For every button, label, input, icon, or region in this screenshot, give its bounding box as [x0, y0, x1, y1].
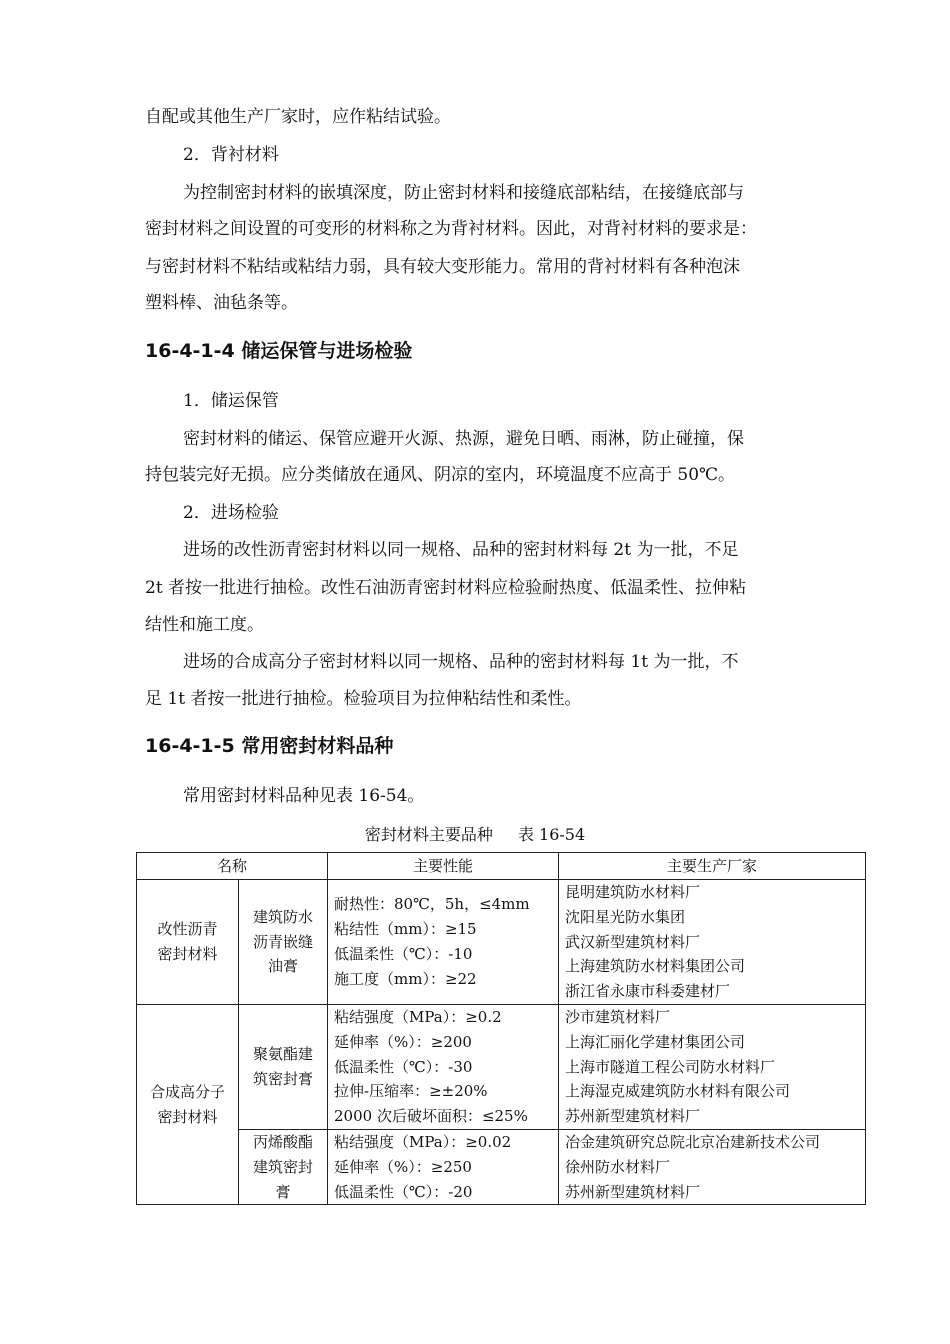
paragraph-line: 足 1t 者按一批进行抽检。检验项目为拉伸粘结性和柔性。 — [145, 689, 582, 709]
paragraph-line: 密封材料的储运、保管应避开火源、热源，避免日晒、雨淋，防止碰撞，保 — [183, 429, 744, 449]
properties-cell: 粘结强度（MPa）：≥0.02 延伸率（%）：≥250 低温柔性（℃）：-20 — [328, 1129, 559, 1204]
paragraph-line: 为控制密封材料的嵌填深度，防止密封材料和接缝底部粘结，在接缝底部与 — [183, 183, 744, 203]
table-row — [137, 1129, 866, 1204]
paragraph-line: 密封材料之间设置的可变形的材料称之为背衬材料。因此，对背衬材料的要求是： — [145, 219, 757, 239]
list-item-backing-material: 2．背衬材料 — [183, 145, 279, 165]
paragraph-line: 常用密封材料品种见表 16-54。 — [183, 786, 425, 806]
paragraph-line: 结性和施工度。 — [145, 615, 264, 635]
header-name: 名称 — [137, 853, 328, 880]
list-item-storage: 1．储运保管 — [183, 391, 279, 411]
sealant-table — [136, 852, 866, 1205]
list-item-inspection: 2．进场检验 — [183, 503, 279, 523]
header-properties: 主要性能 — [328, 853, 559, 880]
table-title: 密封材料主要品种 — [364, 825, 493, 844]
category-cell: 改性沥青 密封材料 — [137, 880, 239, 1005]
properties-cell: 粘结强度（MPa）：≥0.2 延伸率（%）：≥200 低温柔性（℃）：-30 拉伸-压缩率：≥±20% 2000 次后破坏面积：≤25% — [328, 1004, 559, 1129]
manufacturers-cell: 沙市建筑材料厂 上海汇丽化学建材集团公司 上海市隧道工程公司防水材料厂 上海湿克威建筑防水材料有限公司 苏州新型建筑材料厂 — [559, 1004, 866, 1129]
manufacturers-cell: 昆明建筑防水材料厂 沈阳星光防水集团 武汉新型建筑材料厂 上海建筑防水材料集团公司 浙江省永康市科委建材厂 — [559, 880, 866, 1005]
product-name-cell: 聚氨酯建 筑密封膏 — [239, 1004, 328, 1129]
paragraph-line: 进场的合成高分子密封材料以同一规格、品种的密封材料每 1t 为一批，不 — [183, 652, 739, 672]
manufacturers-cell: 冶金建筑研究总院北京冶建新技术公司 徐州防水材料厂 苏州新型建筑材料厂 — [559, 1129, 866, 1204]
table-number: 表 16-54 — [517, 825, 586, 844]
section-heading-16-4-1-5: 16-4-1-5 常用密封材料品种 — [145, 735, 394, 757]
header-manufacturers: 主要生产厂家 — [559, 853, 866, 880]
section-heading-16-4-1-4: 16-4-1-4 储运保管与进场检验 — [145, 340, 413, 362]
table-row — [137, 1004, 866, 1129]
category-cell: 合成高分子 密封材料 — [137, 1004, 239, 1204]
paragraph-line: 进场的改性沥青密封材料以同一规格、品种的密封材料每 2t 为一批，不足 — [183, 540, 739, 560]
paragraph-line: 塑料棒、油毡条等。 — [145, 293, 298, 313]
properties-cell: 耐热性：80℃，5h，≤4mm 粘结性（mm）：≥15 低温柔性（℃）：-10 施工度（mm）：≥22 — [328, 880, 559, 1005]
paragraph-line: 与密封材料不粘结或粘结力弱，具有较大变形能力。常用的背衬材料有各种泡沫 — [145, 257, 740, 277]
paragraph-line: 2t 者按一批进行抽检。改性石油沥青密封材料应检验耐热度、低温柔性、拉伸粘 — [145, 578, 747, 598]
product-name-cell: 建筑防水 沥青嵌缝 油膏 — [239, 880, 328, 1005]
paragraph-line: 自配或其他生产厂家时，应作粘结试验。 — [145, 107, 451, 127]
product-name-cell: 丙烯酸酯 建筑密封 膏 — [239, 1129, 328, 1204]
paragraph-line: 持包装完好无损。应分类储放在通风、阴凉的室内，环境温度不应高于 50℃。 — [145, 465, 736, 485]
table-caption — [0, 822, 950, 845]
table-row — [137, 880, 866, 1005]
table-header-row — [137, 853, 866, 880]
